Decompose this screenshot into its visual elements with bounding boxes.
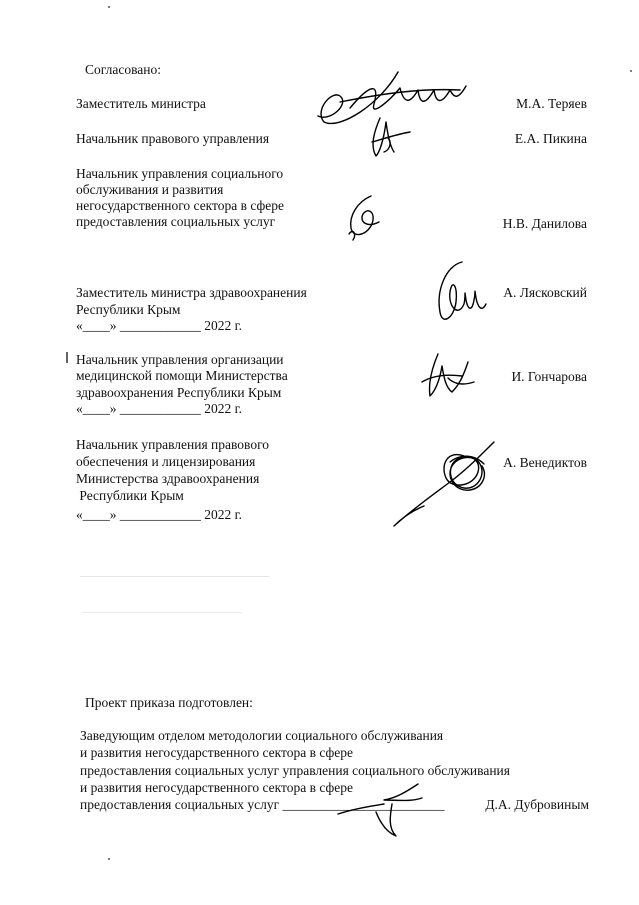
approval-position-deputy-minister: Заместитель министра [76, 96, 206, 111]
approval-position-line: Республики Крым [76, 302, 181, 317]
prepared-heading: Проект приказа подготовлен: [85, 695, 253, 710]
approval-position-line: Республики Крым [76, 488, 184, 503]
signature-dubrovin [326, 778, 436, 840]
scan-artifact [80, 576, 270, 577]
approval-position-line: негосударственного сектора в сфере [76, 198, 285, 213]
approval-position-line: Начальник управления правового [76, 437, 270, 452]
approval-name-pikina: Е.А. Пикина [514, 131, 587, 146]
scan-artifact [108, 858, 110, 860]
scan-mark [66, 352, 68, 363]
approval-position-line: Начальник управления организации [76, 352, 284, 367]
approval-name-venediktov: А. Венедиктов [503, 455, 587, 470]
approval-position-line: Начальник управления социального [76, 166, 284, 181]
approval-position-line: здравоохранения Республики Крым [76, 385, 282, 400]
approval-date-line: «____» ____________ 2022 г. [76, 507, 243, 522]
approval-name-danilova: Н.В. Данилова [502, 216, 587, 231]
signature-danilova [343, 192, 388, 244]
approval-position-line: предоставления социальных услуг [76, 214, 276, 229]
approval-name-lyaskovsky: А. Лясковский [503, 285, 587, 300]
signature-lyaskovsky [432, 256, 492, 332]
approval-position-line: Заместитель министра здравоохранения [76, 285, 307, 300]
approval-position-legal-head: Начальник правового управления [76, 131, 270, 146]
approval-position-line: обеспечения и лицензирования [76, 454, 256, 469]
signature-venediktov [390, 436, 500, 530]
approval-date-line: «____» ____________ 2022 г. [76, 401, 243, 416]
prepared-line: предоставления социальных услуг управления социального обслуживания [80, 763, 510, 778]
approval-header: Согласовано: [85, 62, 161, 77]
approval-position-line: медицинской помощи Министерства [76, 368, 288, 383]
prepared-line: Заведующим отделом методологии социального обслуживания [80, 728, 444, 743]
approval-position-line: обслуживания и развития [76, 182, 224, 197]
prepared-name-dubrovin: Д.А. Дубровиным [485, 797, 589, 812]
scan-artifact [108, 6, 110, 8]
prepared-line: и развития негосударственного сектора в сфере [80, 780, 354, 795]
signature-goncharova [418, 348, 478, 402]
scan-artifact [82, 612, 242, 613]
signature-pikina [366, 112, 416, 162]
approval-name-goncharova: И. Гончарова [511, 369, 587, 384]
approval-date-line: «____» ____________ 2022 г. [76, 318, 243, 333]
prepared-line: предоставления социальных услуг ________________________ [80, 797, 445, 812]
scan-artifact [630, 70, 632, 72]
approval-name-teryaev: М.А. Теряев [516, 96, 587, 111]
approval-position-line: Министерства здравоохранения [76, 471, 260, 486]
prepared-line: и развития негосударственного сектора в сфере [80, 745, 354, 760]
